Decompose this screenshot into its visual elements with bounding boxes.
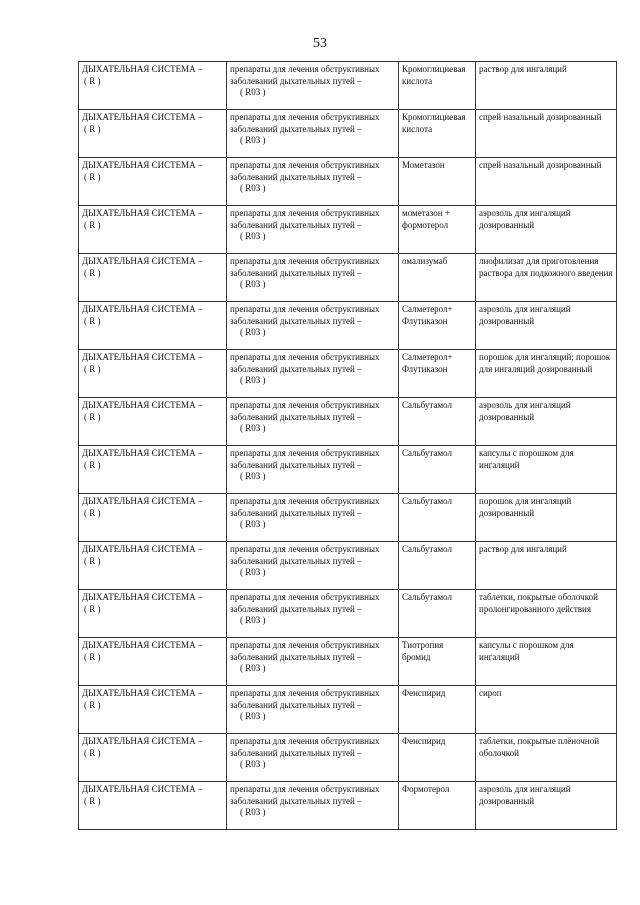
system-cell — [79, 590, 227, 638]
substance-cell: Салметерол+ Флутиказон — [399, 350, 476, 398]
substance-cell: Сальбутамол — [399, 446, 476, 494]
group-name: препараты для лечения обструктивных заболеваний дыхательных путей – — [230, 64, 380, 86]
system-name: ДЫХАТЕЛЬНАЯ СИСТЕМА – — [82, 112, 203, 122]
group-code: ( R03 ) — [240, 807, 266, 817]
system-cell — [79, 206, 227, 254]
substance-cell: Сальбутамол — [399, 542, 476, 590]
group-name: препараты для лечения обструктивных заболеваний дыхательных путей – — [230, 304, 380, 326]
system-name: ДЫХАТЕЛЬНАЯ СИСТЕМА – — [82, 352, 203, 362]
system-cell — [79, 734, 227, 782]
group-code: ( R03 ) — [240, 87, 266, 97]
system-cell — [79, 782, 227, 830]
group-cell — [227, 782, 399, 830]
group-code: ( R03 ) — [240, 711, 266, 721]
dosage-form-cell: капсулы с порошком для ингаляций — [476, 638, 617, 686]
system-code: ( R ) — [84, 555, 101, 566]
system-code: ( R ) — [84, 411, 101, 422]
group-cell — [227, 206, 399, 254]
substance-cell: Тиотропия бромид — [399, 638, 476, 686]
group-code: ( R03 ) — [240, 615, 266, 625]
system-code: ( R ) — [84, 651, 101, 662]
system-cell — [79, 542, 227, 590]
group-cell — [227, 302, 399, 350]
system-cell — [79, 494, 227, 542]
system-code: ( R ) — [84, 123, 101, 134]
group-cell — [227, 110, 399, 158]
system-code: ( R ) — [84, 507, 101, 518]
table-row — [79, 158, 617, 206]
system-name: ДЫХАТЕЛЬНАЯ СИСТЕМА – — [82, 304, 203, 314]
system-name: ДЫХАТЕЛЬНАЯ СИСТЕМА – — [82, 208, 203, 218]
dosage-form-cell: спрей назальный дозированный — [476, 110, 617, 158]
table-row — [79, 734, 617, 782]
system-code: ( R ) — [84, 171, 101, 182]
group-cell — [227, 254, 399, 302]
system-cell — [79, 302, 227, 350]
group-name: препараты для лечения обструктивных заболеваний дыхательных путей – — [230, 496, 380, 518]
table-row — [79, 542, 617, 590]
group-cell — [227, 494, 399, 542]
group-name: препараты для лечения обструктивных заболеваний дыхательных путей – — [230, 784, 380, 806]
group-cell — [227, 590, 399, 638]
group-name: препараты для лечения обструктивных заболеваний дыхательных путей – — [230, 256, 380, 278]
group-cell — [227, 686, 399, 734]
group-code: ( R03 ) — [240, 759, 266, 769]
group-name: препараты для лечения обструктивных заболеваний дыхательных путей – — [230, 400, 380, 422]
table-row — [79, 494, 617, 542]
system-cell — [79, 62, 227, 110]
table-row — [79, 110, 617, 158]
substance-cell: Кромоглициевая кислота — [399, 62, 476, 110]
substance-cell: Сальбутамол — [399, 398, 476, 446]
group-name: препараты для лечения обструктивных заболеваний дыхательных путей – — [230, 448, 380, 470]
system-name: ДЫХАТЕЛЬНАЯ СИСТЕМА – — [82, 496, 203, 506]
substance-cell: Мометазон — [399, 158, 476, 206]
dosage-form-cell: спрей назальный дозированный — [476, 158, 617, 206]
drug-table — [78, 61, 617, 830]
group-code: ( R03 ) — [240, 663, 266, 673]
page-number: 53 — [313, 36, 327, 51]
substance-cell: Фенспирид — [399, 686, 476, 734]
table-row — [79, 446, 617, 494]
group-name: препараты для лечения обструктивных заболеваний дыхательных путей – — [230, 160, 380, 182]
system-cell — [79, 638, 227, 686]
system-cell — [79, 686, 227, 734]
table-row — [79, 302, 617, 350]
dosage-form-cell: аэрозоль для ингаляций дозированный — [476, 302, 617, 350]
group-name: препараты для лечения обструктивных заболеваний дыхательных путей – — [230, 592, 380, 614]
group-cell — [227, 638, 399, 686]
table-row — [79, 350, 617, 398]
dosage-form-cell: аэрозоль для ингаляций дозированный — [476, 398, 617, 446]
system-name: ДЫХАТЕЛЬНАЯ СИСТЕМА – — [82, 688, 203, 698]
substance-cell: мометазон + формотерол — [399, 206, 476, 254]
dosage-form-cell: лиофилизат для приготовления раствора для подкожного введения — [476, 254, 617, 302]
system-code: ( R ) — [84, 459, 101, 470]
system-code: ( R ) — [84, 219, 101, 230]
group-code: ( R03 ) — [240, 471, 266, 481]
dosage-form-cell: аэрозоль для ингаляций дозированный — [476, 782, 617, 830]
group-code: ( R03 ) — [240, 519, 266, 529]
system-name: ДЫХАТЕЛЬНАЯ СИСТЕМА – — [82, 400, 203, 410]
system-name: ДЫХАТЕЛЬНАЯ СИСТЕМА – — [82, 736, 203, 746]
dosage-form-cell: раствор для ингаляций — [476, 62, 617, 110]
system-cell — [79, 110, 227, 158]
table-row — [79, 638, 617, 686]
group-cell — [227, 734, 399, 782]
group-code: ( R03 ) — [240, 567, 266, 577]
group-name: препараты для лечения обструктивных заболеваний дыхательных путей – — [230, 352, 380, 374]
dosage-form-cell: порошок для ингаляций дозированный — [476, 494, 617, 542]
table-row — [79, 206, 617, 254]
dosage-form-cell: аэрозоль для ингаляций дозированный — [476, 206, 617, 254]
table-row — [79, 590, 617, 638]
group-code: ( R03 ) — [240, 279, 266, 289]
group-cell — [227, 446, 399, 494]
system-name: ДЫХАТЕЛЬНАЯ СИСТЕМА – — [82, 544, 203, 554]
system-name: ДЫХАТЕЛЬНАЯ СИСТЕМА – — [82, 640, 203, 650]
system-cell — [79, 398, 227, 446]
group-name: препараты для лечения обструктивных заболеваний дыхательных путей – — [230, 640, 380, 662]
dosage-form-cell: таблетки, покрытые оболочкой пролонгированного действия — [476, 590, 617, 638]
table-row — [79, 398, 617, 446]
substance-cell: Сальбутамол — [399, 590, 476, 638]
dosage-form-cell: капсулы с порошком для ингаляций — [476, 446, 617, 494]
substance-cell: Салметерол+ Флутиказон — [399, 302, 476, 350]
table-row — [79, 254, 617, 302]
group-name: препараты для лечения обструктивных заболеваний дыхательных путей – — [230, 544, 380, 566]
substance-cell: Формотерол — [399, 782, 476, 830]
system-name: ДЫХАТЕЛЬНАЯ СИСТЕМА – — [82, 592, 203, 602]
group-cell — [227, 398, 399, 446]
system-code: ( R ) — [84, 315, 101, 326]
system-name: ДЫХАТЕЛЬНАЯ СИСТЕМА – — [82, 64, 203, 74]
system-name: ДЫХАТЕЛЬНАЯ СИСТЕМА – — [82, 784, 203, 794]
system-code: ( R ) — [84, 363, 101, 374]
dosage-form-cell: раствор для ингаляций — [476, 542, 617, 590]
substance-cell: омализумаб — [399, 254, 476, 302]
substance-cell: Сальбутамол — [399, 494, 476, 542]
dosage-form-cell: порошок для ингаляций; порошок для ингаляций дозированный — [476, 350, 617, 398]
table-row — [79, 62, 617, 110]
system-cell — [79, 350, 227, 398]
system-code: ( R ) — [84, 267, 101, 278]
system-code: ( R ) — [84, 75, 101, 86]
system-name: ДЫХАТЕЛЬНАЯ СИСТЕМА – — [82, 256, 203, 266]
substance-cell: Фенспирид — [399, 734, 476, 782]
group-code: ( R03 ) — [240, 183, 266, 193]
system-cell — [79, 158, 227, 206]
group-name: препараты для лечения обструктивных заболеваний дыхательных путей – — [230, 688, 380, 710]
group-code: ( R03 ) — [240, 375, 266, 385]
system-code: ( R ) — [84, 699, 101, 710]
group-cell — [227, 62, 399, 110]
system-name: ДЫХАТЕЛЬНАЯ СИСТЕМА – — [82, 448, 203, 458]
dosage-form-cell: сироп — [476, 686, 617, 734]
group-code: ( R03 ) — [240, 135, 266, 145]
system-code: ( R ) — [84, 747, 101, 758]
table-row — [79, 686, 617, 734]
table-row — [79, 782, 617, 830]
system-cell — [79, 254, 227, 302]
group-cell — [227, 158, 399, 206]
drug-table-body — [79, 62, 617, 830]
group-cell — [227, 350, 399, 398]
group-name: препараты для лечения обструктивных заболеваний дыхательных путей – — [230, 736, 380, 758]
system-code: ( R ) — [84, 795, 101, 806]
system-cell — [79, 446, 227, 494]
group-code: ( R03 ) — [240, 231, 266, 241]
dosage-form-cell: таблетки, покрытые плёночной оболочкой — [476, 734, 617, 782]
group-cell — [227, 542, 399, 590]
substance-cell: Кромоглициевая кислота — [399, 110, 476, 158]
group-code: ( R03 ) — [240, 423, 266, 433]
group-name: препараты для лечения обструктивных заболеваний дыхательных путей – — [230, 112, 380, 134]
group-code: ( R03 ) — [240, 327, 266, 337]
group-name: препараты для лечения обструктивных заболеваний дыхательных путей – — [230, 208, 380, 230]
system-code: ( R ) — [84, 603, 101, 614]
system-name: ДЫХАТЕЛЬНАЯ СИСТЕМА – — [82, 160, 203, 170]
